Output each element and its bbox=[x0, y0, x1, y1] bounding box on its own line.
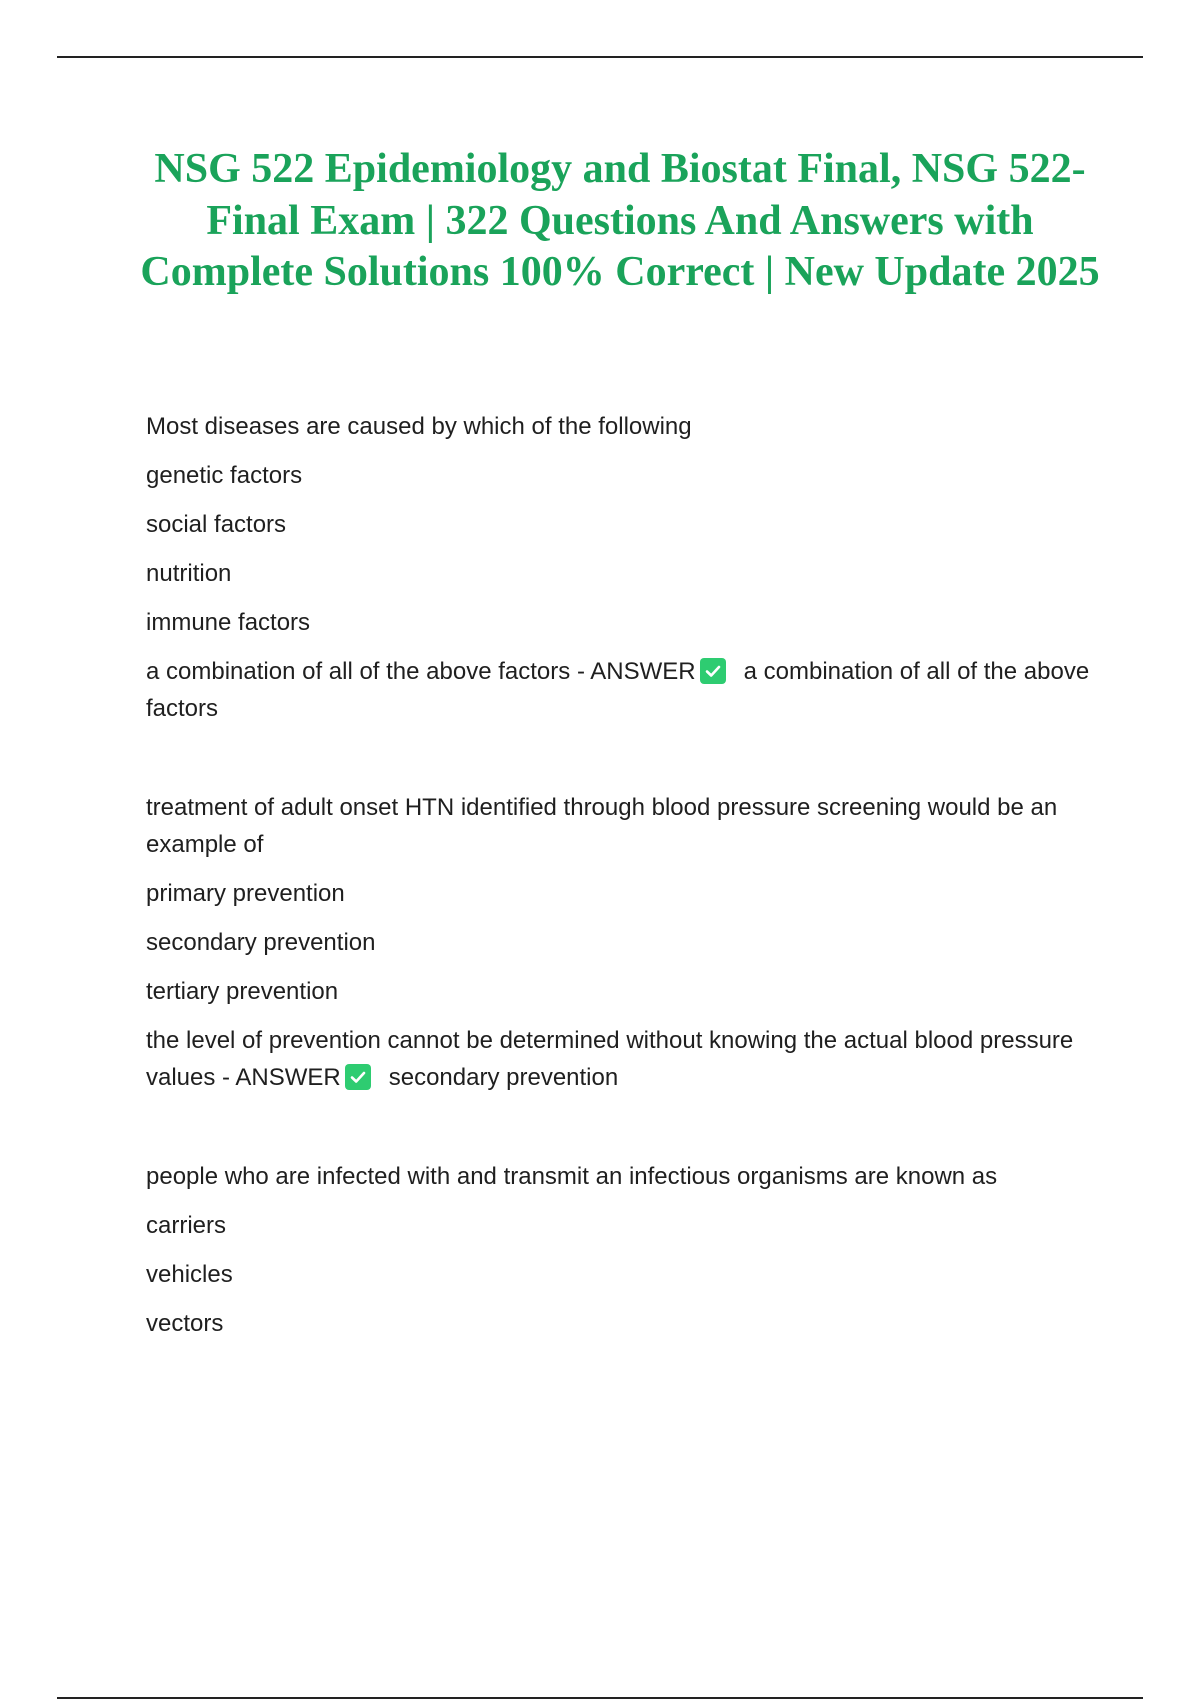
correct-answer: secondary prevention bbox=[388, 1064, 619, 1091]
answer-option: vectors bbox=[146, 1310, 224, 1337]
question-block-1 bbox=[146, 408, 1096, 727]
top-rule bbox=[57, 56, 1143, 58]
answer-label: - ANSWER bbox=[222, 1064, 341, 1091]
question-stem: people who are infected with and transmit an infectious organisms are known as bbox=[146, 1163, 998, 1190]
answer-option: social factors bbox=[146, 511, 287, 538]
answer-option: tertiary prevention bbox=[146, 978, 339, 1005]
page-title: NSG 522 Epidemiology and Biostat Final, NSG 522- Final Exam | 322 Questions And Answers with Complete Solutions 100% Correct | New Update 2025 bbox=[140, 146, 1100, 295]
question-block-3 bbox=[146, 1158, 1096, 1342]
correct-answer: a combination of all of the above factors bbox=[146, 658, 1090, 722]
answer-option: the level of prevention cannot be determined without knowing the actual blood pressure values bbox=[146, 1027, 1074, 1091]
answer-option: a combination of all of the above factors bbox=[146, 658, 571, 685]
answer-option: immune factors bbox=[146, 609, 311, 636]
answer-option: secondary prevention bbox=[146, 929, 376, 956]
answer-option: nutrition bbox=[146, 560, 232, 587]
answer-line bbox=[146, 1022, 1096, 1096]
question-stem: Most diseases are caused by which of the following bbox=[146, 413, 692, 440]
question-list bbox=[146, 408, 1096, 1342]
answer-option: carriers bbox=[146, 1212, 227, 1239]
answer-line bbox=[146, 653, 1096, 727]
check-mark-icon bbox=[700, 658, 726, 684]
answer-label: - ANSWER bbox=[576, 658, 696, 685]
question-block-2 bbox=[146, 789, 1096, 1096]
answer-option: genetic factors bbox=[146, 462, 303, 489]
answer-option: primary prevention bbox=[146, 880, 345, 907]
bottom-rule bbox=[57, 1697, 1143, 1699]
check-mark-icon bbox=[345, 1064, 371, 1090]
question-stem: treatment of adult onset HTN identified through blood pressure screening would be an example of bbox=[146, 794, 1058, 858]
answer-option: vehicles bbox=[146, 1261, 233, 1288]
